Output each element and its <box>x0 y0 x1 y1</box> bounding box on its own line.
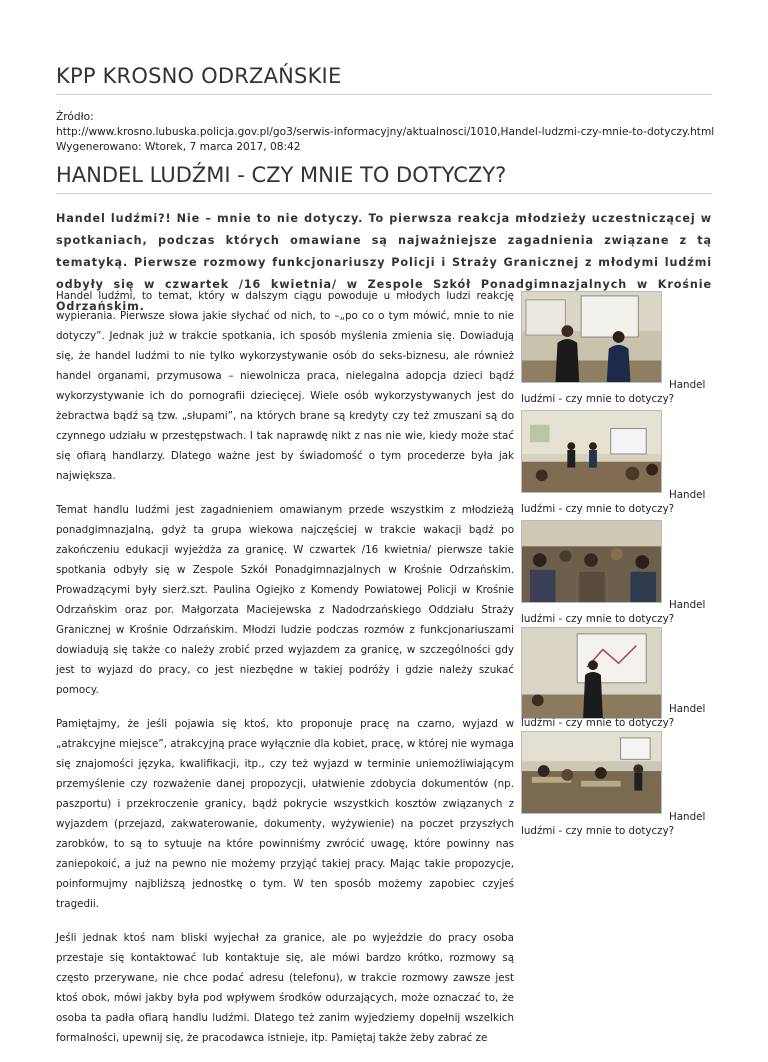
photo-4-caption-top: Handel <box>669 703 706 715</box>
photo-2[interactable] <box>521 410 662 493</box>
photo-5-caption-top: Handel <box>669 811 706 823</box>
photo-3-caption-bottom: ludźmi - czy mnie to dotyczy? <box>521 613 675 625</box>
photo-4[interactable] <box>521 627 662 719</box>
photo-3-caption-top: Handel <box>669 599 706 611</box>
generated-date: Wygenerowano: Wtorek, 7 marca 2017, 08:42 <box>56 141 301 153</box>
photo-1-caption-top: Handel <box>669 379 706 391</box>
article-body <box>56 286 514 1062</box>
paragraph-3: Pamiętajmy, że jeśli pojawia się ktoś, kto proponuje pracę na czarno, wyjazd w „atrakcyjne miejsce”, atrakcyjną prace wyłącznie dla kobiet, pracę, w której nie wymaga się znajomości języka, kwalifikacji, itp., czy też wyjazd w terminie uniemożliwiającym przemyślenie czy rozważenie danej propozycji, ułatwienie zdobycia dokumentów (np. paszportu) i przekroczenie granicy, bądź pokrycie wszystkich kosztów związanych z wyjazdem (przejazd, zakwaterowanie, dokumenty, wyżywienie) na poczet przyszłych zarobków, to są to sytuuje na które powinniśmy zwrócić uwagę, które powinny nas zaniepokoić, a już na pewno nie możemy przyjąć takiej pracy. Mając takie propozycje, poinformujmy najbliższą jednostkę o tym. W ten sposób możemy zapobiec czyjeś tragedii. <box>56 718 514 910</box>
source-url[interactable]: http://www.krosno.lubuska.policja.gov.pl/go3/serwis-informacyjny/aktualnosci/1010,Handel-ludzmi-czy-mnie-to-dotyczy.html <box>56 126 715 138</box>
photo-1[interactable] <box>521 291 662 383</box>
photo-2-image <box>522 411 661 492</box>
photo-4-image <box>522 628 661 718</box>
source-label: Źródło: <box>56 111 94 123</box>
photo-1-image <box>522 292 661 382</box>
photo-2-caption-top: Handel <box>669 489 706 501</box>
photo-3-image <box>522 521 661 602</box>
header-divider <box>56 94 712 95</box>
photo-5-caption-bottom: ludźmi - czy mnie to dotyczy? <box>521 825 675 837</box>
source-meta <box>56 110 714 155</box>
photo-5-image <box>522 732 661 813</box>
site-title: KPP KROSNO ODRZAŃSKIE <box>56 64 342 88</box>
title-divider <box>56 193 712 194</box>
article-lead: Handel ludźmi?! Nie – mnie to nie dotyczy. To pierwsza reakcja młodzieży uczestniczącej w spotkaniach, podczas których omawiane są najważniejsze zagadnienia związane z tą tematyką. Pierwsze rozmowy funkcjonariuszy Policji i Straży Granicznej z młodymi ludźmi odbyły się w czwartek /16 kwietnia/ w Zespole Szkół Ponadgimnazjalnych w Krośnie Odrzańskim. <box>56 212 712 313</box>
paragraph-4: Jeśli jednak ktoś nam bliski wyjechał za granice, ale po wyjeździe do pracy osoba przestaje się kontaktować lub kontaktuje się, ale mówi bardzo krótko, rozmowy są często przerywane, nie chce podać adresu (telefonu), w trakcie rozmowy zawsze jest ktoś obok, mówi jakby była pod wpływem środków odurzających, może oznaczać to, że osoba ta padła ofiarą handlu ludźmi. Dlatego też zanim wyjedziemy dopełnij wszelkich formalności, upewnij się, że pracodawca istnieje, itp. Pamiętaj także żeby zabrać ze <box>56 932 514 1044</box>
photo-4-caption-bottom: ludźmi - czy mnie to dotyczy? <box>521 717 675 729</box>
paragraph-1: Handel ludźmi, to temat, który w dalszym ciągu powoduje u młodych ludzi reakcję wypierania. Pierwsze słowa jakie słychać od nich, to –„po co o tym mówić, mnie to nie dotyczy”. Jednak już w trakcie spotkania, ich sposób myślenia zmienia się. Dowiadują się, że handel ludźmi to nie tylko wykorzystywanie osób do seks-biznesu, ale również handel organami, przymusowa – niewolnicza praca, nielegalna adopcja dzieci bądź wykorzystywanie ich do pornografii dziecięcej. Wiele osób wykorzystywanych jest do żebractwa bądź są tzw. „słupami”, na których brane są kredyty czy też zmuszani są do czynnego udziału w przestępstwach. I tak naprawdę nikt z nas nie wie, kiedy może stać się ofiarą handlarzy. Dlatego ważne jest by świadomość o tym procederze była jak największa. <box>56 290 514 482</box>
article-title: HANDEL LUDŹMI - CZY MNIE TO DOTYCZY? <box>56 163 507 187</box>
photo-2-caption-bottom: ludźmi - czy mnie to dotyczy? <box>521 503 675 515</box>
paragraph-2: Temat handlu ludźmi jest zagadnieniem omawianym przede wszystkim z młodzieżą ponadgimnazjalną, gdyż ta grupa wiekowa najczęściej w trakcie wakacji bądź po zakończeniu edukacji wyjeżdża za granicę. W czwartek /16 kwietnia/ pierwsze takie spotkania odbyły się w Zespole Szkół Ponadgimnazjalnych w Krośnie Odrzańskim. Prowadzącymi były sierż.szt. Paulina Ogiejko z Komendy Powiatowej Policji w Krośnie Odrzańskim oraz por. Małgorzata Maciejewska z Nadodrzańskiego Oddziału Straży Granicznej w Krośnie Odrzańskim. Młodzi ludzie podczas rozmów z funkcjonariuszami dowiadują się także co należy zrobić przed wyjazdem za granicę, w szczególności gdy jest to wyjazd do pracy, co jest niezbędne w takiej podróży i gdzie należy szukać pomocy. <box>56 504 514 696</box>
photo-1-caption-bottom: ludźmi - czy mnie to dotyczy? <box>521 393 675 405</box>
photo-3[interactable] <box>521 520 662 603</box>
photo-5[interactable] <box>521 731 662 814</box>
